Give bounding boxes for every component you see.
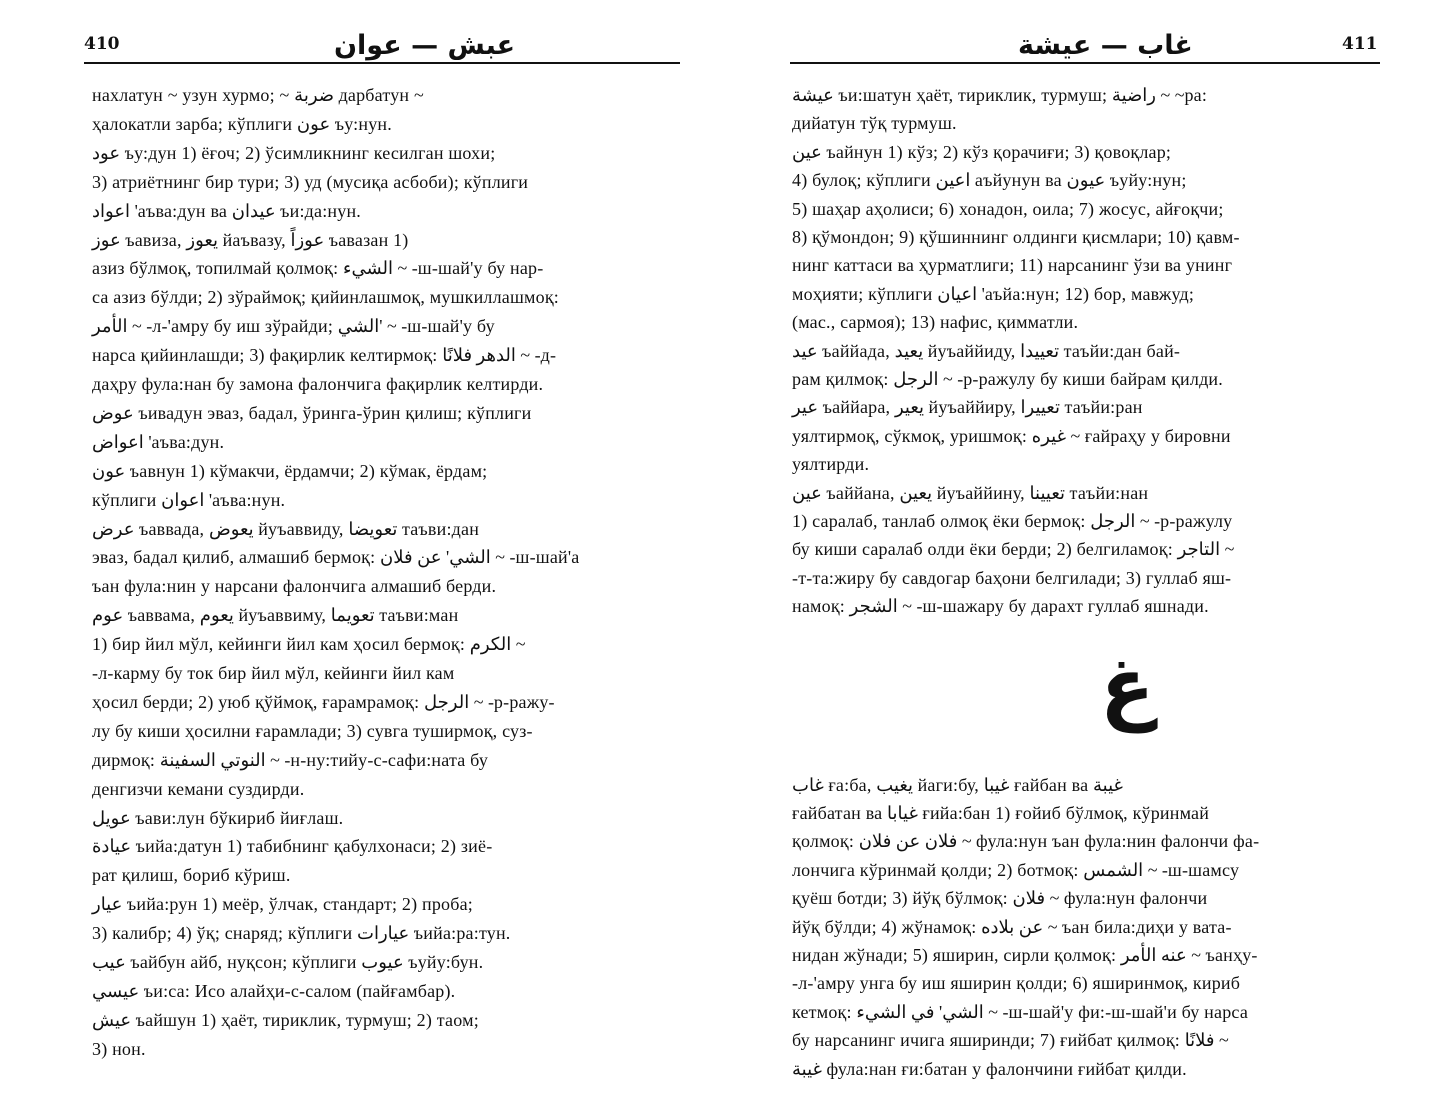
entry-line: лу бу киши ҳосилни ғарамлади; 3) сувга туширмоқ, суз- [92, 720, 533, 741]
entry-line: عون ъавнун 1) кўмакчи, ёрдамчи; 2) кўмак, ёрдам; [92, 460, 488, 481]
right-page [740, 0, 1440, 1114]
entry-line: эваз, бадал қилиб, алмашиб бермоқ: الشي' عن فلان ~ -ш-шай'а [92, 547, 580, 568]
entry-line: 3) атриётнинг бир тури; 3) уд (мусиқа асбоби); кўплиги [92, 171, 529, 192]
entry-line: қолмоқ: فلان عن فلان ~ фула:нун ъан фула:нин фалончи фа- [792, 831, 1260, 852]
page-number: 410 [84, 34, 120, 54]
entry-line: ғайбатан ва غيابا ғийа:бан 1) ғойиб бўлмоқ, кўринмай [792, 803, 1210, 823]
entry-line: اعواض 'аъва:дун. [92, 431, 225, 452]
entry-line: нарса қийинлашди; 3) фақирлик келтирмоқ: الدهر فلانًا ~ -д- [92, 345, 557, 366]
entry-line: ҳосил берди; 2) уюб қўймоқ, ғарамрамоқ: الرجل ~ -р-ражу- [92, 691, 555, 712]
entry-line: الأمر ~ -л-'амру бу иш зўрайди; الشي' ~ -ш-шай'у бу [92, 316, 495, 337]
entry-line: азиз бўлмоқ, топилмай қолмоқ: الشيء ~ -ш-шай'у бу нар- [92, 258, 544, 279]
entry-line: عير ъаййара, يعير йуъаййиру, تعييرا таъйи:ран [792, 397, 1143, 418]
entry-line: عوم ъаввама, يعوم йуъаввиму, تعويما таъви:ман [92, 605, 459, 626]
entry-line: عود ъу:дун 1) ёғоч; 2) ўсимликнинг кесилган шохи; [92, 142, 496, 163]
entry-line: عيد ъаййада, يعيد йуъаййиду, تعييدا таъйи:дан бай- [792, 340, 1181, 361]
entry-line: عوض ъивадун эваз, бадал, ўринга-ўрин қилиш; кўплиги [92, 402, 532, 423]
entry-line: уялтирмоқ, сўкмоқ, уришмоқ: غيره ~ ғайраҳу у бировни [792, 425, 1231, 446]
entry-line: кўплиги اعوان 'аъва:нун. [92, 489, 286, 510]
entry-line: عيش ъайшун 1) ҳаёт, тириклик, турмуш; 2) таом; [92, 1009, 479, 1030]
entry-line: عين ъайнун 1) кўз; 2) кўз қорачиғи; 3) қовоқлар; [792, 141, 1172, 162]
entry-line: са азиз бўлди; 2) зўраймоқ; қийинлашмоқ, мушкиллашмоқ: [92, 287, 559, 308]
entry-line: عيسي ъи:са: Исо алайҳи-с-салом (пайғамбар). [92, 980, 456, 1001]
left-page [0, 0, 700, 1114]
entry-line: дийатун тўқ турмуш. [792, 113, 957, 134]
header-rule [790, 62, 1380, 64]
entry-line: 5) шаҳар аҳолиси; 6) хонадон, оила; 7) жосус, айғоқчи; [792, 198, 1224, 219]
page-number: 411 [1342, 34, 1378, 54]
entry-line: 3) нон. [92, 1038, 146, 1059]
entry-line: عويل ъави:лун бўкириб йиғлаш. [92, 807, 344, 828]
entry-line: عيادة ъийа:датун 1) табибнинг қабулхонаси; 2) зиё- [92, 836, 493, 857]
entry-line: ҳалокатли зарба; кўплиги عون ъу:нун. [92, 113, 392, 134]
entry-line: -т-та:жиру бу савдогар баҳони белгилади; 3) гуллаб яш- [792, 567, 1232, 588]
running-header: عبش — عوان [334, 30, 516, 61]
entry-line: денгизчи кемани суздирди. [92, 778, 305, 799]
entry-line: 3) калибр; 4) ўқ; снаряд; кўплиги عيارات ъийа:ра:тун. [92, 923, 511, 944]
entry-line: нидан жўнади; 5) яширин, сирли қолмоқ: عنه الأمر ~ ъанҳу- [792, 945, 1258, 965]
entry-line: қуёш ботди; 3) йўқ бўлмоқ: فلان ~ фула:нун фалончи [792, 888, 1208, 909]
entry-line: бу нарсанинг ичига яширинди; 7) ғийбат қилмоқ: فلانًا ~ [792, 1030, 1229, 1051]
entry-line: рам қилмоқ: الرجل ~ -р-ражулу бу киши байрам қилди. [792, 369, 1223, 389]
entry-line: (мас., сармоя); 13) нафис, қимматли. [792, 312, 1079, 333]
entry-line: عرض ъаввада, يعوض йуъаввиду, تعويضا таъви:дан [92, 518, 480, 539]
entry-line: غاب ға:ба, يغيب йаги:бу, غيبا ғайбан ва غيبة [792, 774, 1123, 795]
entry-line: рат қилиш, бориб кўриш. [92, 865, 291, 886]
entry-line: ъан фула:нин у нарсани фалончига алмашиб берди. [92, 576, 497, 597]
entry-line: 1) бир йил мўл, кейинги йил кам ҳосил бермоқ: الكرم ~ [92, 634, 526, 655]
entry-line: нахлатун ~ узун хурмо; ~ ضربة дарбатун ~ [92, 85, 424, 105]
running-header: غاب — عيشة [1018, 30, 1193, 61]
entry-line: уялтирди. [792, 454, 870, 475]
entry-line: кетмоқ: الشي' في الشيء ~ -ш-шай'у фи:-ш-шай'и бу нарса [792, 1001, 1249, 1022]
entry-line: عوز ъавиза, يعوز йаъвазу, عوزاً ъавазан 1) [92, 229, 409, 250]
section-letter: غ [1100, 640, 1155, 733]
entry-line: лончига кўринмай қолди; 2) ботмоқ: الشمس ~ -ш-шамсу [792, 859, 1240, 880]
entry-line: غيبة фула:нан ғи:батан у фалончини ғийбат қилди. [792, 1058, 1187, 1079]
entry-line: اعواد 'аъва:дун ва عيدان ъи:да:нун. [92, 200, 361, 221]
entry-line: -л-'амру унга бу иш яширин қолди; 6) яширинмоқ, кириб [792, 973, 1241, 994]
header-rule [84, 62, 680, 64]
entry-line: намоқ: الشجر ~ -ш-шажару бу дарахт гуллаб яшнади. [792, 596, 1209, 617]
entry-line: йўқ бўлди; 4) жўнамоқ: عن بلاده ~ ъан била:диҳи у вата- [792, 916, 1232, 937]
entry-line: даҳру фула:нан бу замона фалончига фақирлик келтирди. [92, 374, 544, 394]
entry-line: нинг каттаси ва ҳурматлиги; 11) нарсанинг ўзи ва унинг [792, 255, 1233, 276]
entry-line: عيشة ъи:шатун ҳаёт, тириклик, турмуш; راضية ~ ~ра: [792, 85, 1208, 105]
entry-line: 1) саралаб, танлаб олмоқ ёки бермоқ: الرجل ~ -р-ражулу [792, 511, 1233, 531]
entry-line: عيب ъайбун айб, нуқсон; кўплиги عيوب ъуйу:бун. [92, 952, 484, 972]
entry-line: моҳияти; кўплиги اعيان 'аъйа:нун; 12) бор, мавжуд; [792, 283, 1195, 304]
entry-line: عين ъаййана, يعين йуъаййину, تعيينا таъйи:нан [792, 482, 1149, 503]
entry-line: дирмоқ: النوتي السفينة ~ -н-ну:тийу-с-сафи:ната бу [92, 749, 489, 770]
entry-line: 4) булоқ; кўплиги اعين аъйунун ва عيون ъуйу:нун; [792, 170, 1187, 191]
entry-line: عيار ъийа:рун 1) меёр, ўлчак, стандарт; 2) проба; [92, 894, 474, 915]
entry-line: 8) қўмондон; 9) қўшиннинг олдинги қисмлари; 10) қавм- [792, 227, 1240, 247]
entry-line: -л-карму бу ток бир йил мўл, кейинги йил кам [92, 663, 455, 683]
entry-line: бу киши саралаб олди ёки берди; 2) белгиламоқ: التاجر ~ [792, 539, 1235, 560]
